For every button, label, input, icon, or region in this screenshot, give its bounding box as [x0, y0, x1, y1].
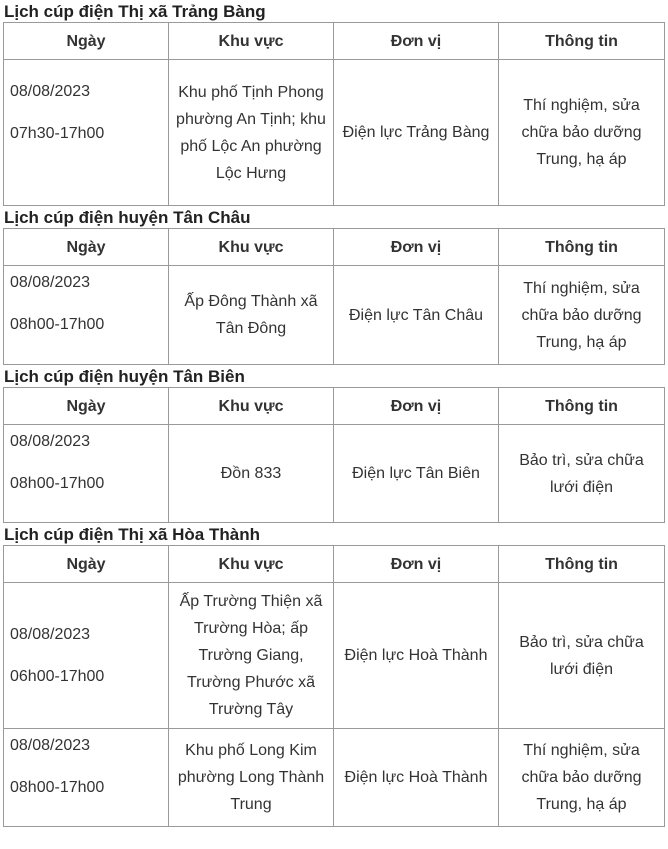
outage-table — [3, 228, 665, 365]
date-cell — [4, 729, 169, 827]
area-cell: Ấp Trường Thiện xã Trường Hòa; ấp Trường Giang, Trường Phước xã Trường Tây — [169, 583, 334, 729]
area-cell: Khu phố Tịnh Phong phường An Tịnh; khu phố Lộc An phường Lộc Hưng — [169, 60, 334, 206]
time-value: 08h00-17h00 — [10, 316, 105, 333]
table-row — [4, 266, 665, 365]
date-cell — [4, 60, 169, 206]
date-cell — [4, 583, 169, 729]
section-title: Lịch cúp điện huyện Tân Châu — [4, 208, 251, 227]
date-value: 08/08/2023 — [10, 433, 91, 450]
date-value: 08/08/2023 — [10, 82, 91, 100]
date-cell — [4, 425, 169, 523]
header-row — [4, 388, 665, 425]
header-info: Thông tin — [499, 23, 665, 60]
header-date: Ngày — [4, 23, 169, 60]
table-row — [4, 60, 665, 206]
unit-cell: Điện lực Hoà Thành — [334, 583, 499, 729]
outage-table — [3, 22, 665, 206]
header-area: Khu vực — [169, 229, 334, 266]
time-value: 08h00-17h00 — [10, 475, 105, 492]
header-unit: Đơn vị — [334, 546, 499, 583]
header-row — [4, 229, 665, 266]
time-value: 07h30-17h00 — [10, 124, 105, 142]
header-unit: Đơn vị — [334, 229, 499, 266]
header-date: Ngày — [4, 229, 169, 266]
info-cell: Thí nghiệm, sửa chữa bảo dưỡng Trung, hạ áp — [499, 60, 665, 206]
unit-cell: Điện lực Trảng Bàng — [334, 60, 499, 206]
info-cell: Bảo trì, sửa chữa lưới điện — [499, 583, 665, 729]
header-area: Khu vực — [169, 23, 334, 60]
header-date: Ngày — [4, 388, 169, 425]
date-value: 08/08/2023 — [10, 274, 91, 291]
header-unit: Đơn vị — [334, 388, 499, 425]
outage-table — [3, 387, 665, 523]
unit-cell: Điện lực Tân Châu — [334, 266, 499, 365]
header-date: Ngày — [4, 546, 169, 583]
header-area: Khu vực — [169, 388, 334, 425]
date-value: 08/08/2023 — [10, 626, 91, 643]
time-value: 06h00-17h00 — [10, 668, 105, 685]
header-unit: Đơn vị — [334, 23, 499, 60]
header-info: Thông tin — [499, 229, 665, 266]
info-cell: Thí nghiệm, sửa chữa bảo dưỡng Trung, hạ áp — [499, 266, 665, 365]
info-cell: Bảo trì, sửa chữa lưới điện — [499, 425, 665, 523]
section-title: Lịch cúp điện Thị xã Trảng Bàng — [4, 2, 266, 21]
table-row — [4, 729, 665, 827]
unit-cell: Điện lực Hoà Thành — [334, 729, 499, 827]
header-area: Khu vực — [169, 546, 334, 583]
date-cell — [4, 266, 169, 365]
info-cell: Thí nghiệm, sửa chữa bảo dưỡng Trung, hạ áp — [499, 729, 665, 827]
header-row — [4, 546, 665, 583]
section-title: Lịch cúp điện huyện Tân Biên — [4, 367, 245, 386]
outage-table — [3, 545, 665, 827]
time-value: 08h00-17h00 — [10, 779, 105, 796]
area-cell: Đồn 833 — [169, 425, 334, 523]
unit-cell: Điện lực Tân Biên — [334, 425, 499, 523]
table-row — [4, 583, 665, 729]
header-row — [4, 23, 665, 60]
table-row — [4, 425, 665, 523]
header-info: Thông tin — [499, 388, 665, 425]
area-cell: Khu phố Long Kim phường Long Thành Trung — [169, 729, 334, 827]
date-value: 08/08/2023 — [10, 737, 91, 754]
area-cell: Ấp Đông Thành xã Tân Đông — [169, 266, 334, 365]
header-info: Thông tin — [499, 546, 665, 583]
section-title: Lịch cúp điện Thị xã Hòa Thành — [4, 525, 260, 544]
